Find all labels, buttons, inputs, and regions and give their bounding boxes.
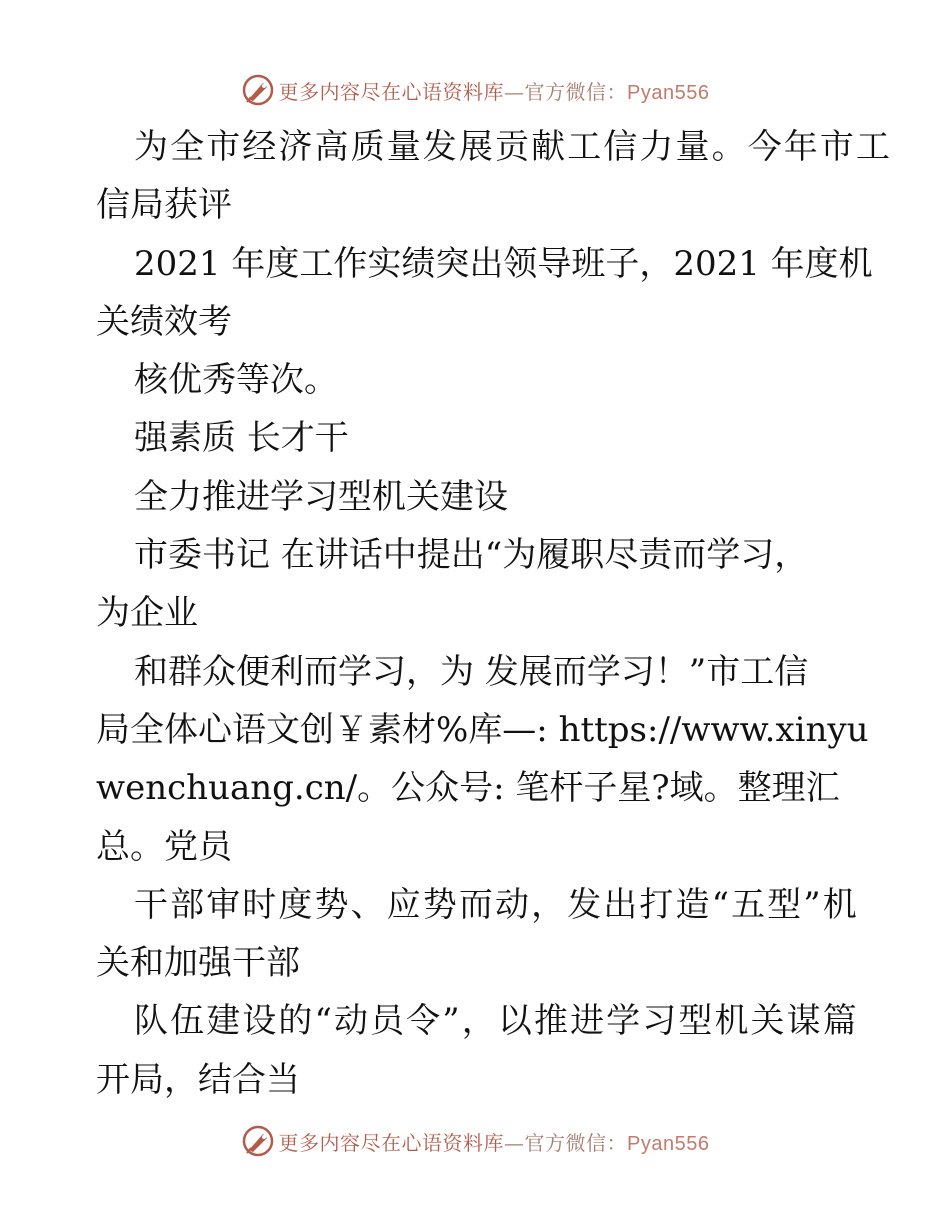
watermark-wechat-id: Pyan556 — [627, 1132, 710, 1155]
text-line: 关和加强干部 — [96, 943, 300, 984]
text-line: 和群众便利而学习，为 发展而学习！”市工信 — [134, 651, 809, 692]
text-line: 局全体心语文创￥素材%库—: https://www.xinyu — [96, 709, 869, 750]
watermark-separator: — — [504, 1130, 525, 1155]
text-line: 总。党员 — [96, 826, 232, 867]
watermark-wechat-id: Pyan556 — [627, 81, 710, 104]
watermark-site: 更多内容尽在心语资料库 — [278, 1130, 505, 1155]
text-line: 全力推进学习型机关建设 — [134, 476, 508, 517]
text-line: 2021 年度工作实绩突出领导班子，2021 年度机 — [134, 243, 873, 284]
text-line: 核优秀等次。 — [134, 360, 338, 401]
text-line: 干部审时度势、应势而动，发出打造“五型”机 — [134, 884, 859, 925]
text-line: 队伍建设的“动员令”，以推进学习型机关谋篇 — [134, 1001, 859, 1042]
watermark-separator: — — [504, 79, 525, 104]
watermark-text — [279, 1127, 710, 1156]
watermark-wechat-label: 官方微信： — [524, 1130, 628, 1155]
footer-watermark — [0, 1121, 950, 1161]
text-line: 市委书记 在讲话中提出“为履职尽责而学习， — [134, 535, 809, 576]
text-line: 为企业 — [96, 593, 198, 634]
text-line: 信局获评 — [96, 185, 232, 226]
text-line: 关绩效考 — [96, 301, 232, 342]
pen-nib-circle-icon — [241, 1124, 275, 1158]
watermark-text — [279, 76, 710, 105]
header-watermark — [0, 70, 950, 110]
text-line: wenchuang.cn/。公众号: 笔杆子星?域。整理汇 — [96, 768, 840, 809]
pen-nib-circle-icon — [241, 73, 275, 107]
watermark-site: 更多内容尽在心语资料库 — [278, 79, 505, 104]
text-line: 强素质 长才干 — [134, 418, 349, 459]
text-line: 为全市经济高质量发展贡献工信力量。今年市工 — [134, 127, 893, 167]
text-line: 开局，结合当 — [96, 1059, 300, 1100]
document-body — [96, 118, 893, 1109]
watermark-wechat-label: 官方微信： — [524, 79, 628, 104]
